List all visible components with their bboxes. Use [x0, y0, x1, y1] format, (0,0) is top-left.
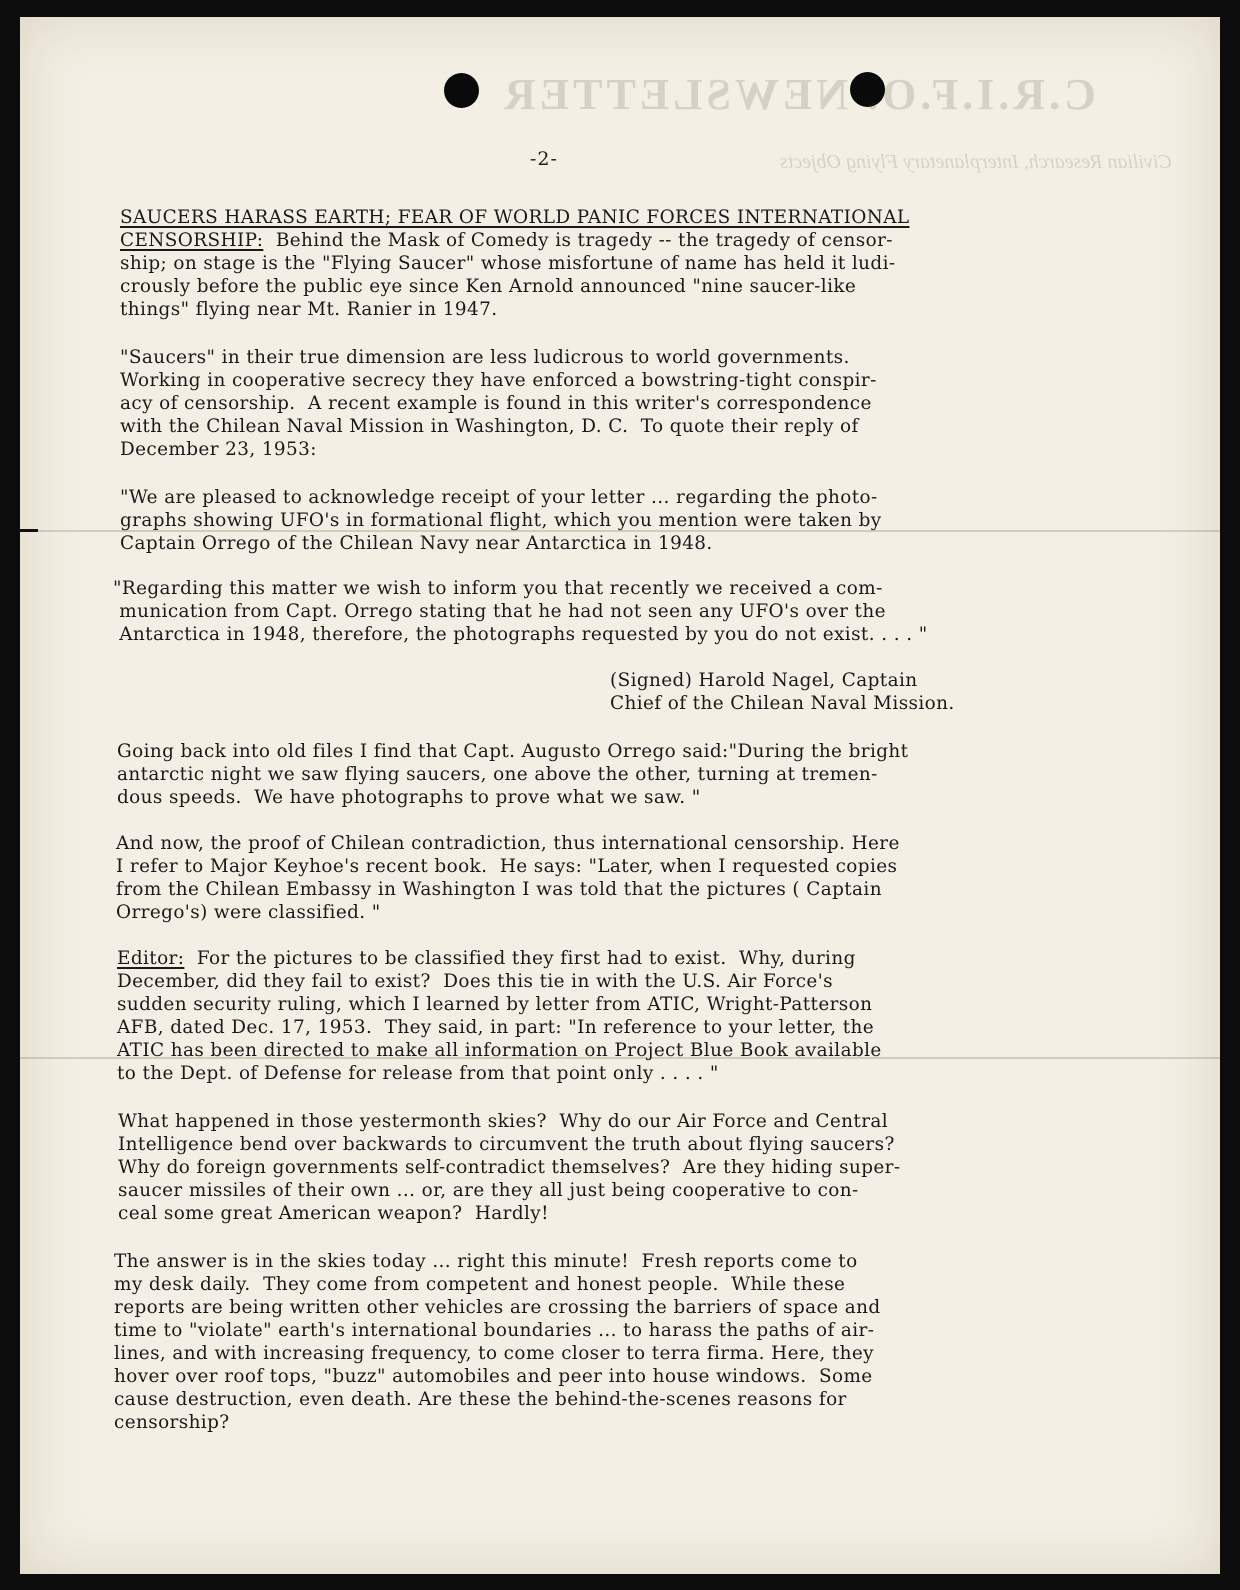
paragraph-line: ATIC has been directed to make all information on Project Blue Book available [117, 1040, 882, 1061]
paragraph-line: December, did they fail to exist? Does this tie in with the U.S. Air Force's [117, 971, 834, 992]
signature-line: (Signed) Harold Nagel, Captain [610, 670, 918, 691]
paragraph-line: Orrego's) were classified. " [116, 902, 381, 923]
paragraph-line: Going back into old files I find that Capt. Augusto Orrego said:"During the bright [117, 741, 909, 762]
headline-line [120, 229, 1190, 252]
paragraph-line: time to "violate" earth's international boundaries ... to harass the paths of air- [114, 1320, 875, 1341]
paragraph-line: Why do foreign governments self-contradict themselves? Are they hiding super- [118, 1157, 901, 1178]
punch-hole [444, 73, 479, 108]
paragraph-line: Captain Orrego of the Chilean Navy near Antarctica in 1948. [120, 533, 713, 554]
paragraph-line: with the Chilean Naval Mission in Washington, D. C. To quote their reply of [120, 416, 859, 437]
paragraph-line: censorship? [114, 1412, 230, 1433]
paragraph-line: Antarctica in 1948, therefore, the photographs requested by you do not exist. . . . " [113, 624, 928, 645]
paragraph-line: my desk daily. They come from competent and honest people. While these [114, 1274, 846, 1295]
editor-paragraph [117, 947, 1187, 1085]
editor-label: Editor: [117, 948, 185, 969]
paragraph-line: saucer missiles of their own ... or, are they all just being cooperative to con- [118, 1180, 859, 1201]
paragraph-line: crously before the public eye since Ken Arnold announced "nine saucer-like [120, 276, 857, 297]
quote-paragraph [120, 486, 1190, 555]
paragraph-line: AFB, dated Dec. 17, 1953. They said, in part: "In reference to your letter, the [117, 1017, 875, 1038]
paragraph-line: The answer is in the skies today ... right this minute! Fresh reports come to [114, 1251, 858, 1272]
bleed-through-subtitle: Civilian Research, Interplanetary Flying Objects [780, 151, 1172, 173]
paragraph-line: "Saucers" in their true dimension are less ludicrous to world governments. [120, 347, 850, 368]
paragraph-line: things" flying near Mt. Ranier in 1947. [120, 299, 498, 320]
paragraph-line: "We are pleased to acknowledge receipt of your letter ... regarding the photo- [120, 487, 878, 508]
paragraph [114, 1250, 1184, 1434]
paragraph-line: reports are being written other vehicles are crossing the barriers of space and [114, 1297, 881, 1318]
paragraph-line: to the Dept. of Defense for release from that point only . . . . " [117, 1063, 719, 1084]
paragraph-line: Working in cooperative secrecy they have enforced a bowstring-tight conspir- [120, 370, 877, 391]
paragraph-line: ship; on stage is the "Flying Saucer" whose misfortune of name has held it ludi- [120, 253, 896, 274]
signature-line: Chief of the Chilean Naval Mission. [610, 693, 955, 714]
paragraph-line-text: For the pictures to be classified they first had to exist. Why, during [184, 948, 856, 969]
paragraph-line: munication from Capt. Orrego stating that he had not seen any UFO's over the [113, 601, 886, 622]
paragraph-line: Behind the Mask of Comedy is tragedy -- the tragedy of censor- [263, 230, 893, 251]
paragraph-line: acy of censorship. A recent example is found in this writer's correspondence [120, 393, 872, 414]
paragraph-line: from the Chilean Embassy in Washington I was told that the pictures ( Captain [116, 879, 882, 900]
paragraph-line: "Regarding this matter we wish to inform you that recently we received a com- [113, 578, 883, 599]
paragraph-line: Intelligence bend over backwards to circumvent the truth about flying saucers? [118, 1134, 895, 1155]
paragraph-line: hover over roof tops, "buzz" automobiles and peer into house windows. Some [114, 1366, 873, 1387]
paragraph-line: ceal some great American weapon? Hardly! [118, 1203, 549, 1224]
bleed-through-banner: C.R.I.F.O. NEWSLETTER [500, 70, 1096, 119]
signature-block [610, 669, 1240, 715]
paragraph-line: cause destruction, even death. Are these the behind-the-scenes reasons for [114, 1389, 847, 1410]
headline-label: CENSORSHIP: [120, 230, 264, 251]
edge-mark [20, 529, 38, 532]
paragraph-line: graphs showing UFO's in formational flight, which you mention were taken by [120, 510, 882, 531]
paragraph-line: What happened in those yestermonth skies? Why do our Air Force and Central [118, 1111, 889, 1132]
paragraph-line: December 23, 1953: [120, 439, 317, 460]
paragraph-line: sudden security ruling, which I learned by letter from ATIC, Wright-Patterson [117, 994, 873, 1015]
paragraph [116, 832, 1186, 924]
headline-line [120, 206, 1190, 229]
quote-paragraph [113, 577, 1183, 646]
paragraph [120, 346, 1190, 461]
paragraph [118, 1110, 1188, 1225]
paragraph-line [117, 947, 1187, 970]
paragraph-line: antarctic night we saw flying saucers, one above the other, turning at tremen- [117, 764, 878, 785]
page-number: -2- [530, 148, 558, 170]
paragraph-line: And now, the proof of Chilean contradiction, thus international censorship. Here [116, 833, 900, 854]
headline-text: SAUCERS HARASS EARTH; FEAR OF WORLD PANIC FORCES INTERNATIONAL [120, 207, 910, 228]
headline-paragraph [120, 206, 1190, 321]
paragraph-line: lines, and with increasing frequency, to come closer to terra firma. Here, they [114, 1343, 874, 1364]
paragraph-line: dous speeds. We have photographs to prove what we saw. " [117, 787, 701, 808]
paragraph-line: I refer to Major Keyhoe's recent book. He says: "Later, when I requested copies [116, 856, 898, 877]
paragraph [117, 740, 1187, 809]
